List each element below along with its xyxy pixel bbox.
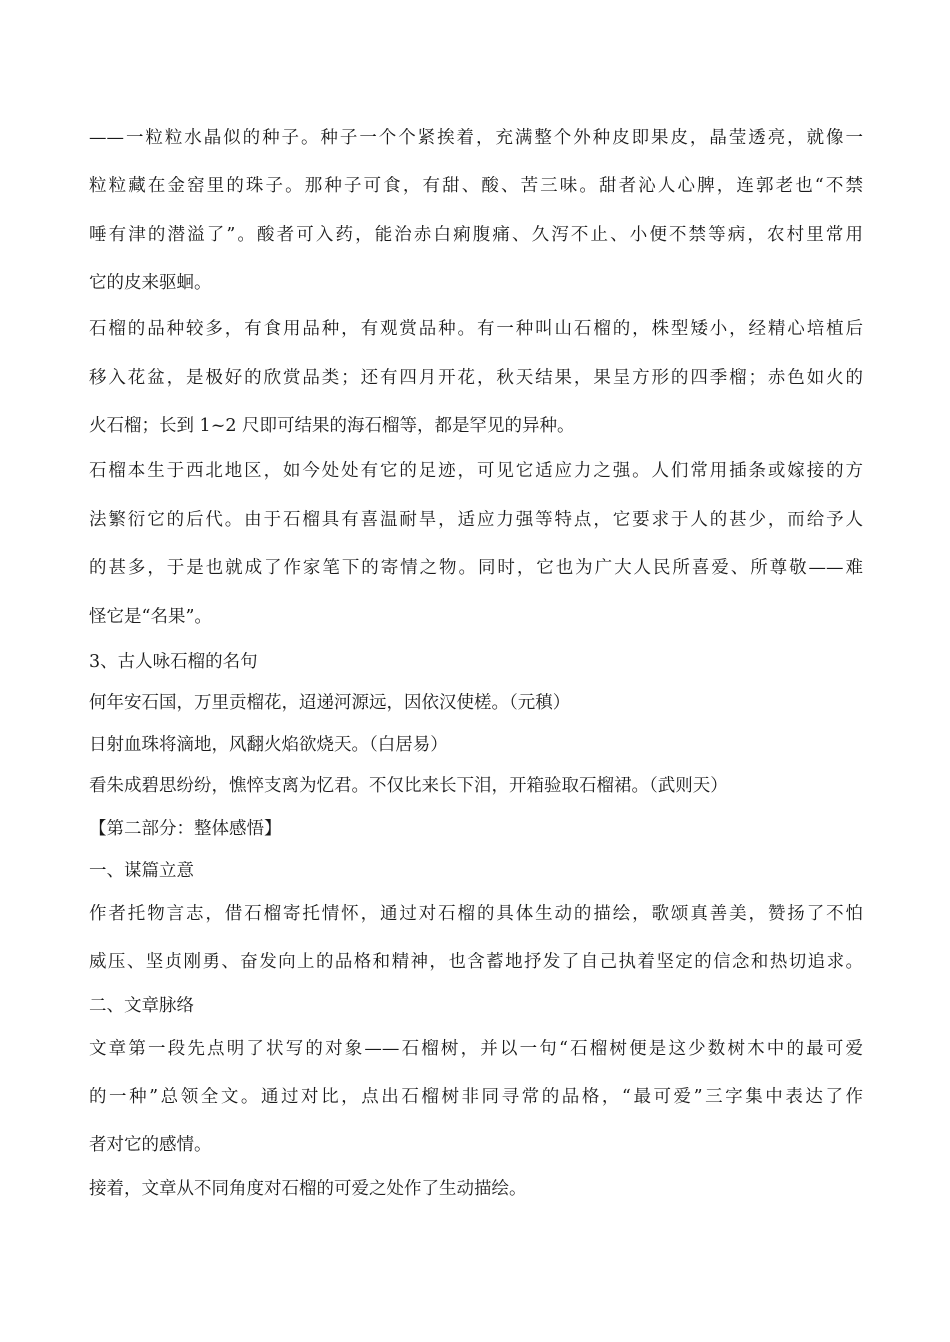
paragraph-line: 威压、坚贞刚勇、奋发向上的品格和精神，也含蓄地抒发了自己执着坚定的信念和热切追求。 (89, 952, 863, 972)
paragraph-line: 法繁衍它的后代。由于石榴具有喜温耐旱，适应力强等特点，它要求于人的甚少，而给予人 (89, 510, 863, 530)
paragraph-line: 它的皮来驱蛔。 (89, 273, 212, 293)
paragraph-line: 石榴本生于西北地区，如今处处有它的足迹，可见它适应力之强。人们常用插条或嫁接的方 (89, 461, 863, 481)
part-heading: 【第二部分：整体感悟】 (89, 819, 282, 839)
paragraph-line: 接着，文章从不同角度对石榴的可爱之处作了生动描绘。 (89, 1179, 527, 1199)
section-heading: 二、文章脉络 (89, 996, 194, 1016)
paragraph-line: 的甚多，于是也就成了作家笔下的寄情之物。同时，它也为广大人民所喜爱、所尊敬——难 (89, 558, 863, 578)
paragraph-line: 唾有津的潜溢了”。酸者可入药，能治赤白痢腹痛、久泻不止、小便不禁等病，农村里常用 (89, 225, 863, 245)
paragraph-line: 石榴的品种较多，有食用品种，有观赏品种。有一种叫山石榴的，株型矮小，经精心培植后 (89, 319, 863, 339)
paragraph-line: 者对它的感情。 (89, 1135, 212, 1155)
section-heading: 一、谋篇立意 (89, 861, 194, 881)
poem-line: 何年安石国，万里贡榴花，迢递河源远，因依汉使槎。（元稹） (89, 693, 571, 713)
poem-line: 日射血珠将滴地，风翻火焰欲烧天。（白居易） (89, 735, 448, 755)
paragraph-line: 粒粒藏在金窑里的珠子。那种子可食，有甜、酸、苦三味。甜者沁人心脾，连郭老也“不禁 (89, 176, 863, 196)
poem-line: 看朱成碧思纷纷，憔悴支离为忆君。不仅比来长下泪，开箱验取石榴裙。（武则天） (89, 776, 728, 796)
paragraph-line: ——一粒粒水晶似的种子。种子一个个紧挨着，充满整个外种皮即果皮，晶莹透亮，就像一 (89, 128, 863, 148)
paragraph-line: 怪它是“名果”。 (89, 607, 212, 627)
paragraph-line: 的一种”总领全文。通过对比，点出石榴树非同寻常的品格，“最可爱”三字集中表达了作 (89, 1087, 863, 1107)
paragraph-line: 文章第一段先点明了状写的对象——石榴树，并以一句“石榴树便是这少数树木中的最可爱 (89, 1039, 863, 1059)
section-heading: 3、古人咏石榴的名句 (89, 652, 258, 672)
paragraph-line: 移入花盆，是极好的欣赏品类；还有四月开花，秋天结果，果呈方形的四季榴；赤色如火的 (89, 368, 863, 388)
paragraph-line: 火石榴；长到 1~2 尺即可结果的海石榴等，都是罕见的异种。 (89, 416, 575, 436)
paragraph-line: 作者托物言志，借石榴寄托情怀，通过对石榴的具体生动的描绘，歌颂真善美，赞扬了不怕 (89, 904, 863, 924)
